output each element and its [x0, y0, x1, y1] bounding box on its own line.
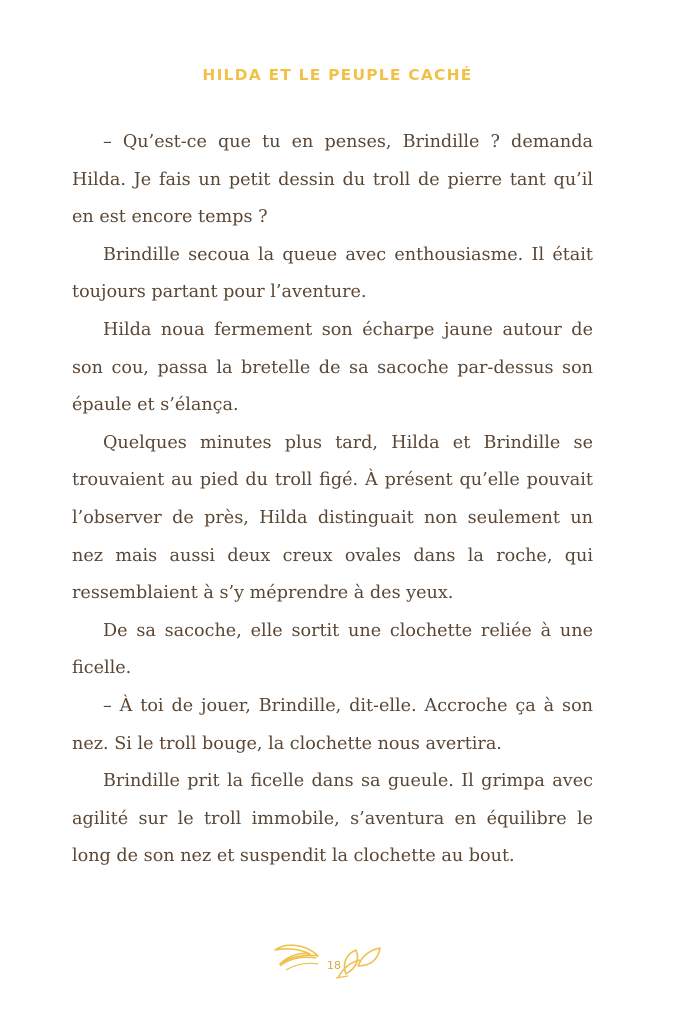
paragraph: Brindille prit la ficelle dans sa gueule. Il grimpa avec agilité sur le troll immobile, s’aventura en équilibre le long de son nez et suspendit la clochette au bout.	[72, 771, 593, 867]
paragraph: Hilda noua fermement son écharpe jaune autour de son cou, passa la bretelle de sa sacoche par-dessus son épaule et s’élança.	[72, 319, 593, 416]
paragraph: Quelques minutes plus tard, Hilda et Brindille se trouvaient au pied du troll figé. À présent qu’elle pouvait l’observer de près, Hilda distinguait non seulement un nez mais aussi deux creux ovales dans la roche, qui ressemblaient à s’y méprendre à des yeux.	[72, 432, 593, 604]
paragraph: De sa sacoche, elle sortit une clochette reliée à une ficelle.	[72, 620, 593, 679]
running-title: HILDA ET LE PEUPLE CACHÉ	[202, 66, 473, 84]
paragraph: – Qu’est-ce que tu en penses, Brindille ? demanda Hilda. Je fais un petit dessin du troll de pierre tant qu’il en est encore temps ?	[72, 132, 593, 228]
leaf-ornament-left-icon	[272, 942, 322, 976]
paragraph: Brindille secoua la queue avec enthousiasme. Il était toujours partant pour l’aventure.	[72, 244, 593, 303]
leaf-ornament-right-icon	[334, 944, 384, 980]
paragraph: – À toi de jouer, Brindille, dit-elle. Accroche ça à son nez. Si le troll bouge, la clochette nous avertira.	[72, 695, 593, 754]
body-text	[72, 124, 593, 876]
page-number: 18	[327, 959, 341, 972]
page-footer	[0, 940, 675, 990]
